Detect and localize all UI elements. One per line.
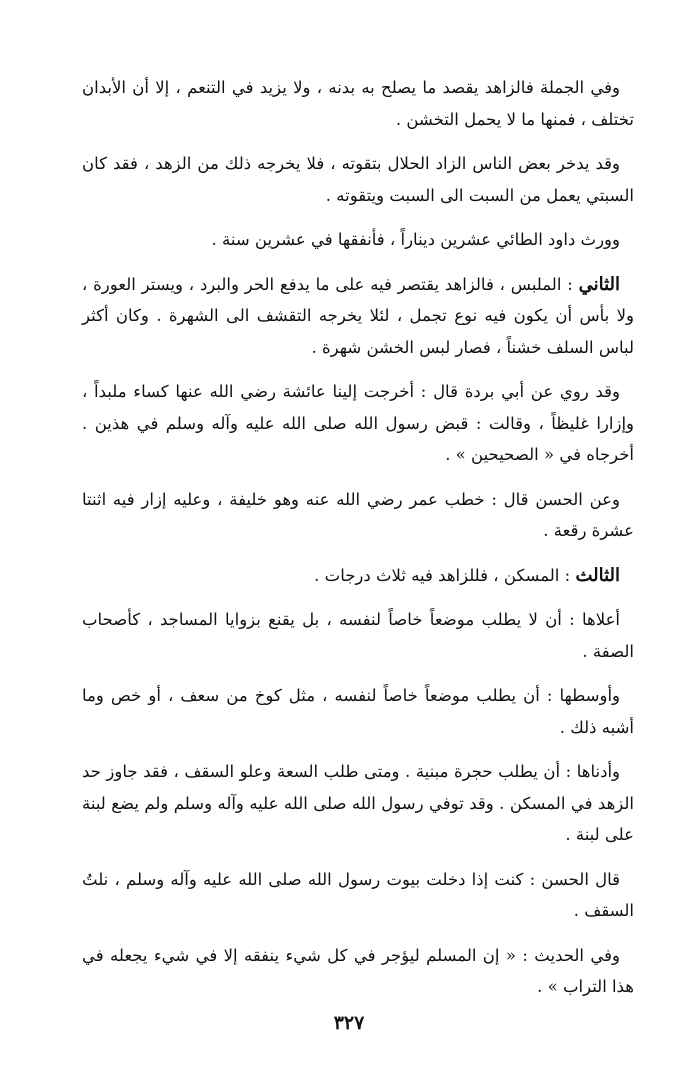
paragraph-11: قال الحسن : كنت إذا دخلت بيوت رسول الله صلى الله عليه وآله وسلم ، نلتُ السقف . bbox=[82, 869, 634, 920]
paragraph-3: وورث داود الطائي عشرين ديناراً ، فأنفقها في عشرين سنة . bbox=[211, 230, 620, 249]
section-lead-third: الثالث bbox=[575, 564, 620, 586]
section-lead-second: الثاني bbox=[578, 273, 620, 295]
paragraph-8: أعلاها : أن لا يطلب موضعاً خاصاً لنفسه ، بل يقنع بزوايا المساجد ، كأصحاب الصفة . bbox=[82, 610, 634, 661]
paragraph-6: وعن الحسن قال : خطب عمر رضي الله عنه وهو خليفة ، وعليه إزار فيه اثنتا عشرة رقعة . bbox=[82, 489, 634, 540]
paragraph-10: وأدناها : أن يطلب حجرة مبنية . ومتى طلب السعة وعلو السقف ، فقد جاوز حد الزهد في المسكن . وقد توفي رسول الله صلى الله عليه وآله وسلم ولم يضع لبنة على لبنة . bbox=[82, 762, 634, 844]
page-body bbox=[82, 72, 634, 1025]
paragraph-9: وأوسطها : أن يطلب موضعاً خاصاً لنفسه ، مثل كوخ من سعف ، أو خص وما أشبه ذلك . bbox=[82, 686, 634, 737]
paragraph-4: الثاني : الملبس ، فالزاهد يقتصر فيه على ما يدفع الحر والبرد ، ويستر العورة ، ولا بأس أن يكون فيه نوع تجمل ، لئلا يخرجه التقشف الى الشهرة . وكان أكثر لباس السلف خشناً ، فصار لبس الخشن شهرة . bbox=[82, 273, 634, 357]
paragraph-7: الثالث : المسكن ، فللزاهد فيه ثلاث درجات . bbox=[314, 564, 620, 586]
page-number: ٣٢٧ bbox=[333, 1012, 365, 1034]
paragraph-1: وفي الجملة فالزاهد يقصد ما يصلح به بدنه ، ولا يزيد في التنعم ، إلا أن الأبدان تختلف ، فمنها ما لا يحمل التخشن . bbox=[82, 78, 634, 129]
paragraph-5: وقد روي عن أبي بردة قال : أخرجت إلينا عائشة رضي الله عنها كساء ملبداً ، وإزارا غليظاً ، وقالت : قبض رسول الله صلى الله عليه وآله وسلم في هذين . أخرجاه في « الصحيحين » . bbox=[82, 382, 634, 464]
paragraph-2: وقد يدخر بعض الناس الزاد الحلال بتقوته ، فلا يخرجه ذلك من الزهد ، فقد كان السبتي يعمل من السبت الى السبت ويتقوته . bbox=[82, 154, 634, 205]
paragraph-12: وفي الحديث : « إن المسلم ليؤجر في كل شيء ينفقه إلا في شيء يجعله في هذا التراب » . bbox=[82, 945, 634, 996]
